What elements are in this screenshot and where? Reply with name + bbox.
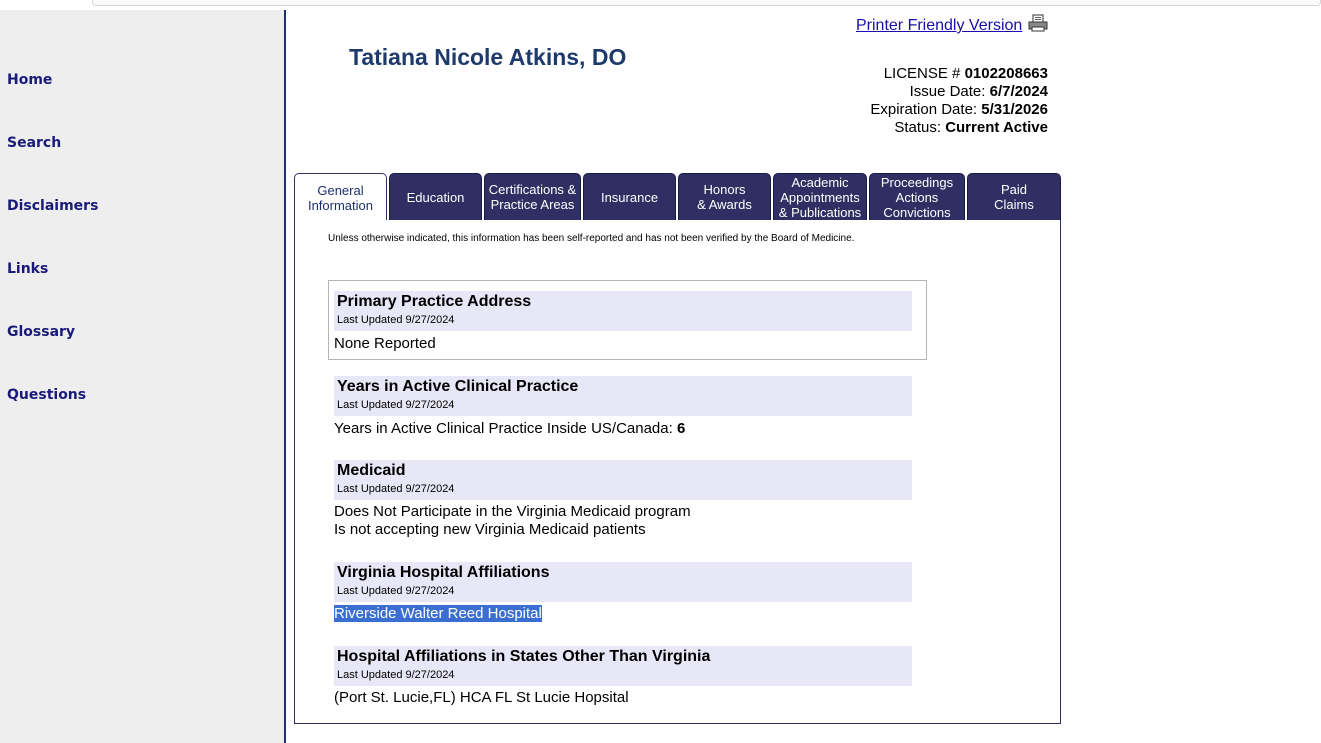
- va-hospital-header: [334, 562, 912, 602]
- tab-label: Paid Claims: [994, 182, 1034, 212]
- expiration-date-value: 5/31/2026: [981, 101, 1048, 118]
- issue-date-line: [910, 83, 1048, 100]
- status-line: [894, 119, 1048, 136]
- issue-date-label: Issue Date:: [909, 83, 986, 100]
- nav-home-link[interactable]: Home: [7, 72, 53, 88]
- sidebar-divider: [284, 10, 286, 743]
- section-title: Virginia Hospital Affiliations: [337, 564, 550, 581]
- tab-label: Education: [406, 189, 465, 205]
- expiration-date-line: [870, 101, 1048, 118]
- last-updated: Last Updated 9/27/2024: [337, 483, 455, 495]
- last-updated: Last Updated 9/27/2024: [337, 314, 455, 326]
- years-practice-line: [334, 420, 685, 437]
- medicaid-new-patients: Is not accepting new Virginia Medicaid patients: [334, 521, 646, 538]
- section-title: Primary Practice Address: [337, 293, 532, 310]
- primary-practice-header: [334, 291, 912, 331]
- selected-text: Riverside Walter Reed Hospital: [334, 605, 542, 622]
- tab-education[interactable]: [389, 173, 482, 221]
- physician-name: Tatiana Nicole Atkins, DO: [349, 44, 627, 70]
- license-line: [884, 65, 1048, 82]
- issue-date-value: 6/7/2024: [989, 83, 1048, 100]
- nav-search-link[interactable]: Search: [7, 135, 62, 151]
- tab-label: Certifications & Practice Areas: [488, 182, 577, 212]
- tab-label: General Information: [307, 183, 374, 213]
- tab-label: Proceedings Actions Convictions: [880, 174, 954, 220]
- va-hospital-value: [334, 605, 542, 622]
- other-hospital-value: (Port St. Lucie,FL) HCA FL St Lucie Hopsital: [334, 689, 629, 706]
- medicaid-header: [334, 460, 912, 500]
- other-hospital-header: [334, 646, 912, 686]
- expiration-date-label: Expiration Date:: [870, 101, 978, 118]
- status-label: Status:: [894, 119, 942, 136]
- printer-friendly-link[interactable]: Printer Friendly Version: [856, 17, 1023, 34]
- section-title: Medicaid: [337, 462, 406, 479]
- tab-label: Insurance: [600, 189, 659, 205]
- nav-disclaimers-link[interactable]: Disclaimers: [7, 198, 99, 214]
- tab-label: Academic Appointments & Publications: [778, 174, 862, 220]
- tab-academic-appointments[interactable]: [773, 173, 867, 221]
- years-practice-label: Years in Active Clinical Practice Inside US/Canada:: [334, 420, 673, 437]
- nav-glossary-link[interactable]: Glossary: [7, 324, 76, 340]
- last-updated: Last Updated 9/27/2024: [337, 585, 455, 597]
- nav-questions-link[interactable]: Questions: [7, 387, 87, 403]
- self-reported-disclaimer: Unless otherwise indicated, this information has been self-reported and has not been verified by the Board of Medicine.: [328, 233, 855, 244]
- browser-top-edge: [0, 0, 1321, 10]
- tab-label: Honors & Awards: [697, 182, 752, 212]
- last-updated: Last Updated 9/27/2024: [337, 669, 455, 681]
- section-title: Years in Active Clinical Practice: [337, 378, 579, 395]
- tab-certifications[interactable]: [484, 173, 581, 221]
- tab-general-information[interactable]: [294, 173, 387, 222]
- status-value: Current Active: [945, 119, 1048, 136]
- tab-paid-claims[interactable]: [967, 173, 1061, 221]
- years-practice-value: 6: [676, 420, 686, 437]
- printer-icon[interactable]: [1028, 14, 1048, 32]
- years-practice-header: [334, 376, 912, 416]
- tab-insurance[interactable]: [583, 173, 676, 221]
- license-label: LICENSE #: [883, 65, 961, 82]
- sidebar: [0, 10, 284, 743]
- browser-address-area: [92, 0, 1321, 6]
- license-number: 0102208663: [964, 65, 1048, 82]
- tab-proceedings[interactable]: [869, 173, 965, 221]
- primary-practice-value: None Reported: [334, 335, 436, 352]
- section-title: Hospital Affiliations in States Other Than Virginia: [337, 648, 711, 665]
- last-updated: Last Updated 9/27/2024: [337, 399, 455, 411]
- nav-links-link[interactable]: Links: [7, 261, 49, 277]
- tab-honors-awards[interactable]: [678, 173, 771, 221]
- medicaid-participation: Does Not Participate in the Virginia Medicaid program: [334, 503, 691, 520]
